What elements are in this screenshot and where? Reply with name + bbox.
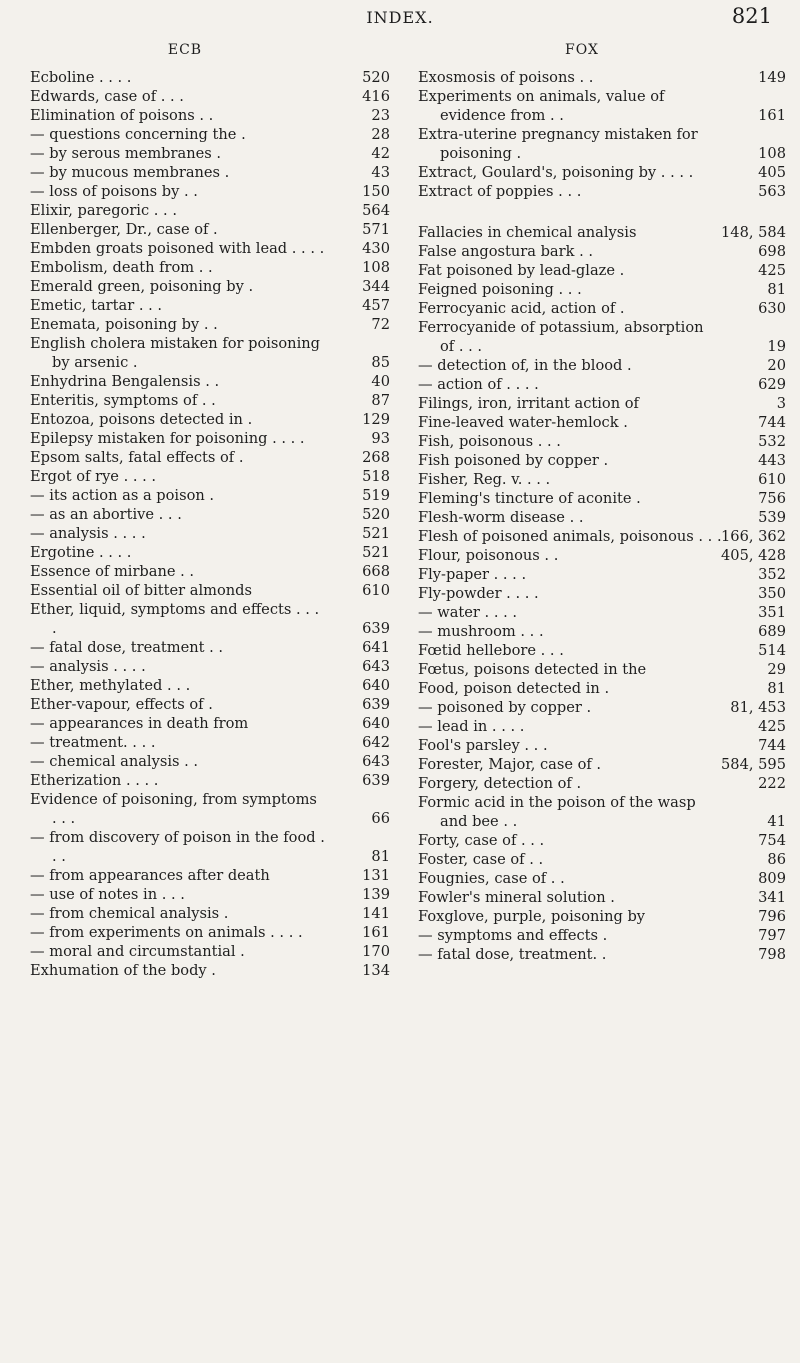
entry-text: Fine-leaved water-hemlock . [418,414,628,431]
entry-text: — from chemical analysis . [30,905,229,922]
entry-text: Entozoa, poisons detected in . [30,411,253,428]
entry-text: Emerald green, poisoning by . [30,278,254,295]
entry-text: — questions concerning the . [30,126,246,143]
entry-pages: 150 [362,183,390,200]
index-entry [418,755,786,774]
entry-text: Extract, Goulard's, poisoning by . . . . [418,164,694,181]
entry-pages: 639 [362,696,390,713]
index-entry [30,239,390,258]
entry-pages: 754 [758,832,786,849]
entry-text: False angostura bark . . [418,243,593,260]
entry-pages: 521 [362,544,390,561]
index-entry [418,717,786,736]
entry-text: Fool's parsley . . . [418,737,548,754]
entry-text: Edwards, case of . . . [30,88,184,105]
entry-pages: 222 [758,775,786,792]
entry-pages: 532 [758,433,786,450]
index-entry [30,942,390,961]
index-entry: — questions concerning the . 28 [30,126,390,143]
index-entry [418,546,786,565]
entry-text: — symptoms and effects . [418,927,608,944]
entry-pages: 640 [362,715,390,732]
index-entry [418,223,786,242]
index-entry: Enteritis, symptoms of . . 87 [30,392,390,409]
index-entry [30,220,390,239]
entry-pages: 520 [362,69,390,86]
entry-pages: 610 [758,471,786,488]
entry-pages: 798 [758,946,786,963]
index-entry [418,413,786,432]
entry-text: — as an abortive . . . [30,506,182,523]
index-entry [418,603,786,622]
entry-text: — use of notes in . . . [30,886,185,903]
entry-text: Extra-uterine pregnancy mistaken for poisoning . [418,126,698,162]
index-entry: Epilepsy mistaken for poisoning . . . . 93 [30,430,390,447]
entry-pages: 170 [362,943,390,960]
entry-text: Experiments on animals, value of evidence from . . [418,88,665,124]
entry-text: Ergotine . . . . [30,544,132,561]
entry-pages: 564 [362,202,390,219]
index-entry: — detection of, in the blood . 20 [418,357,786,374]
index-entry: — by mucous membranes . 43 [30,164,390,181]
index-entry [418,163,786,182]
index-entry [30,201,390,220]
entry-text: Fougnies, case of . . [418,870,565,887]
entry-text: Fly-powder . . . . [418,585,539,602]
entry-text: Enemata, poisoning by . . [30,316,218,333]
index-entry [30,600,390,638]
entry-text: Enhydrina Bengalensis . . [30,373,220,390]
index-entry [418,299,786,318]
index-entry [30,543,390,562]
index-entry [30,410,390,429]
index-entry [418,907,786,926]
entry-pages: 641 [362,639,390,656]
entry-text: Epsom salts, fatal effects of . [30,449,244,466]
entry-pages: 584, 595 [721,756,786,773]
index-entry: Formic acid in the poison of the wasp and bee . . 41 [418,794,786,830]
entry-text: — its action as a poison . [30,487,215,504]
index-entry [418,736,786,755]
index-entry [418,489,786,508]
index-entry: English cholera mistaken for poisoning by arsenic . 85 [30,335,390,371]
right-column-heading: FOX [565,42,599,58]
entry-pages: 134 [362,962,390,979]
entry-pages: 344 [362,278,390,295]
entry-pages: 521 [362,525,390,542]
index-entry [30,961,390,980]
index-entry [418,622,786,641]
index-entry [418,508,786,527]
entry-pages: 268 [362,449,390,466]
entry-text: — action of . . . . [418,376,539,393]
entry-text: — chemical analysis . . [30,753,199,770]
index-entry [418,945,786,964]
entry-text: Flesh of poisoned animals, poisonous . . . [418,528,722,545]
index-entry [418,125,786,163]
index-entry [418,242,786,261]
running-title: INDEX. [366,8,434,27]
index-entry [418,774,786,793]
entry-text: Etherization . . . . [30,772,159,789]
entry-pages: 629 [758,376,786,393]
entry-text: Fish poisoned by copper . [418,452,609,469]
entry-text: Elimination of poisons . . [30,107,214,124]
entry-text: Ferrocyanic acid, action of . [418,300,625,317]
index-entry: Fœtus, poisons detected in the 29 [418,661,786,678]
right-entry-list-top [418,68,786,201]
entry-text: English cholera mistaken for poisoning by arsenic . [30,335,320,371]
index-entry [30,277,390,296]
index-entry [418,888,786,907]
entry-pages: 351 [758,604,786,621]
index-entry: Feigned poisoning . . . 81 [418,281,786,298]
index-entry [418,68,786,87]
index-entry [418,375,786,394]
entry-text: — poisoned by copper . [418,699,592,716]
entry-pages: 139 [362,886,390,903]
entry-pages: 416 [362,88,390,105]
index-entry [418,182,786,201]
entry-pages: 350 [758,585,786,602]
entry-pages: 519 [362,487,390,504]
entry-text: Foster, case of . . [418,851,544,868]
index-entry [30,87,390,106]
entry-pages: 640 [362,677,390,694]
entry-text: Enteritis, symptoms of . . [30,392,216,409]
entry-text: Flour, poisonous . . [418,547,559,564]
entry-text: Elixir, paregoric . . . [30,202,177,219]
entry-pages: 520 [362,506,390,523]
index-entry [30,923,390,942]
entry-pages: 131 [362,867,390,884]
entry-text: Foxglove, purple, poisoning by [418,908,646,925]
index-entry [30,752,390,771]
entry-text: — from experiments on animals . . . . [30,924,303,941]
entry-text: Fisher, Reg. v. . . . [418,471,551,488]
entry-pages: 539 [758,509,786,526]
entry-pages: 148, 584 [721,224,786,241]
entry-text: — from discovery of poison in the food . . . [30,829,325,865]
index-entry [30,524,390,543]
index-entry [418,261,786,280]
entry-pages: 141 [362,905,390,922]
entry-text: Filings, iron, irritant action of [418,395,639,412]
entry-text: — moral and circumstantial . [30,943,245,960]
entry-pages: 639 [362,620,390,637]
entry-pages: 563 [758,183,786,200]
index-entry [30,638,390,657]
entry-pages: 643 [362,658,390,675]
entry-pages: 610 [362,582,390,599]
entry-text: Formic acid in the poison of the wasp and bee . . [418,794,696,830]
index-entry: Foster, case of . . 86 [418,851,786,868]
entry-pages: 518 [362,468,390,485]
entry-text: Extract of poppies . . . [418,183,582,200]
index-entry [30,714,390,733]
entry-text: — analysis . . . . [30,658,146,675]
entry-text: Food, poison detected in . [418,680,610,697]
entry-text: Ether, methylated . . . [30,677,191,694]
entry-text: Flesh-worm disease . . [418,509,584,526]
entry-pages: 161 [758,107,786,124]
entry-pages: 129 [362,411,390,428]
entry-pages: 81, 453 [730,699,786,716]
left-column-heading: ECB [167,42,203,58]
entry-pages: 643 [362,753,390,770]
entry-pages: 809 [758,870,786,887]
entry-text: Ether-vapour, effects of . [30,696,213,713]
index-entry [418,926,786,945]
entry-text: Ellenberger, Dr., case of . [30,221,218,238]
index-entry [30,68,390,87]
entry-text: — by mucous membranes . [30,164,230,181]
entry-text: — by serous membranes . [30,145,222,162]
entry-text: Forgery, detection of . [418,775,582,792]
index-entry [418,432,786,451]
entry-text: Exhumation of the body . [30,962,216,979]
entry-text: — loss of poisons by . . [30,183,198,200]
entry-pages: 425 [758,262,786,279]
index-entry [30,258,390,277]
entry-text: Fœtus, poisons detected in the [418,661,647,678]
entry-pages: 797 [758,927,786,944]
entry-text: — from appearances after death [30,867,270,884]
index-entry: Filings, iron, irritant action of 3 [418,395,786,412]
right-column [418,42,786,964]
entry-text: — detection of, in the blood . [418,357,632,374]
entry-text: — analysis . . . . [30,525,146,542]
index-entry: Evidence of poisoning, from symptoms . . . 66 [30,791,390,827]
entry-pages: 744 [758,414,786,431]
index-entry [30,182,390,201]
entry-pages: 341 [758,889,786,906]
entry-pages: 668 [362,563,390,580]
index-entry [418,470,786,489]
index-entry [30,885,390,904]
entry-text: Ether, liquid, symptoms and effects . . . . [30,601,320,637]
index-entry: — from discovery of poison in the food . . . 81 [30,829,390,865]
left-column [30,42,390,980]
entry-text: Forester, Major, case of . [418,756,602,773]
index-entry [30,866,390,885]
entry-pages: 514 [758,642,786,659]
index-entry: Enemata, poisoning by . . 72 [30,316,390,333]
entry-text: Forty, case of . . . [418,832,545,849]
entry-text: Fat poisoned by lead-glaze . [418,262,625,279]
entry-text: Essence of mirbane . . [30,563,195,580]
entry-text: Embolism, death from . . [30,259,213,276]
entry-pages: 698 [758,243,786,260]
section-gap [418,201,786,223]
page-number: 821 [731,4,772,28]
entry-pages: 571 [362,221,390,238]
right-entry-list [418,223,786,964]
entry-text: Embden groats poisoned with lead . . . . [30,240,325,257]
entry-text: Fish, poisonous . . . [418,433,561,450]
index-entry [30,904,390,923]
index-entry: Food, poison detected in . 81 [418,680,786,697]
entry-pages: 744 [758,737,786,754]
index-entry [30,695,390,714]
entry-text: Evidence of poisoning, from symptoms . . . [30,791,317,827]
index-entry [30,657,390,676]
entry-pages: 405, 428 [721,547,786,564]
entry-text: Epilepsy mistaken for poisoning . . . . [30,430,305,447]
index-entry [30,581,390,600]
entry-text: — fatal dose, treatment . . [30,639,224,656]
entry-pages: 443 [758,452,786,469]
entry-pages: 689 [758,623,786,640]
entry-text: Fleming's tincture of aconite . [418,490,641,507]
index-entry [30,505,390,524]
index-entry [30,296,390,315]
index-entry: Enhydrina Bengalensis . . 40 [30,373,390,390]
entry-text: Fly-paper . . . . [418,566,527,583]
index-entry [418,527,786,546]
entry-text: — lead in . . . . [418,718,525,735]
entry-pages: 352 [758,566,786,583]
index-entry [30,771,390,790]
entry-text: — water . . . . [418,604,518,621]
entry-text: Ergot of rye . . . . [30,468,157,485]
index-entry: Elimination of poisons . . 23 [30,107,390,124]
index-entry [418,698,786,717]
index-entry [418,451,786,470]
entry-pages: 108 [362,259,390,276]
index-entry [418,87,786,125]
entry-pages: 756 [758,490,786,507]
entry-text: — appearances in death from [30,715,249,732]
entry-text: — treatment. . . . [30,734,156,751]
page-header [0,4,800,40]
index-entry: — by serous membranes . 42 [30,145,390,162]
index-entry [418,641,786,660]
entry-pages: 430 [362,240,390,257]
entry-pages: 639 [362,772,390,789]
entry-text: Fowler's mineral solution . [418,889,615,906]
index-entry [30,448,390,467]
entry-text: Fœtid hellebore . . . [418,642,564,659]
entry-text: Feigned poisoning . . . [418,281,582,298]
entry-pages: 161 [362,924,390,941]
entry-text: Exosmosis of poisons . . [418,69,594,86]
index-entry [418,584,786,603]
entry-pages: 425 [758,718,786,735]
entry-pages: 108 [758,145,786,162]
index-entry [30,467,390,486]
index-entry [30,676,390,695]
entry-pages: 457 [362,297,390,314]
index-entry [418,869,786,888]
entry-pages: 630 [758,300,786,317]
entry-text: Emetic, tartar . . . [30,297,163,314]
entry-pages: 149 [758,69,786,86]
entry-pages: 642 [362,734,390,751]
left-entry-list [30,68,390,980]
entry-pages: 166, 362 [721,528,786,545]
entry-text: Essential oil of bitter almonds [30,582,253,599]
index-entry [30,486,390,505]
entry-pages: 796 [758,908,786,925]
index-entry [30,733,390,752]
entry-text: Ecboline . . . . [30,69,132,86]
index-entry: Ferrocyanide of potassium, absorption of . . . 19 [418,319,786,355]
entry-text: — fatal dose, treatment. . [418,946,607,963]
index-entry [418,565,786,584]
entry-text: — mushroom . . . [418,623,544,640]
entry-pages: 405 [758,164,786,181]
index-entry [30,562,390,581]
index-entry [418,831,786,850]
entry-text: Ferrocyanide of potassium, absorption of . . . [418,319,704,355]
entry-text: Fallacies in chemical analysis [418,224,637,241]
